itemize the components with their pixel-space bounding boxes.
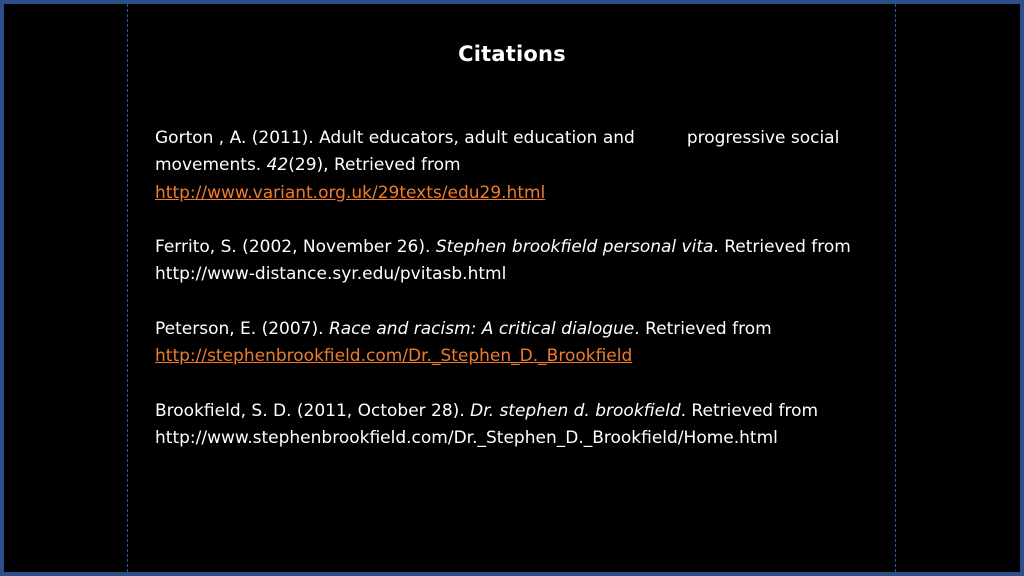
citation-brookfield: [155, 398, 855, 453]
citation-volume: 42: [266, 155, 289, 176]
citation-text: Ferrito, S. (2002, November 26).: [155, 237, 436, 258]
slide-title: Citations: [458, 42, 566, 66]
citation-text: (29), Retrieved from: [288, 155, 461, 176]
citation-title: Dr. stephen d. brookfield: [470, 400, 681, 421]
citation-link[interactable]: http://stephenbrookfield.com/Dr._Stephen_D._Brookfield: [155, 346, 633, 367]
left-guide-line: [127, 4, 128, 572]
citation-link[interactable]: http://www.variant.org.uk/29texts/edu29.html: [155, 182, 546, 203]
citation-text: . Retrieved from http://www-distance.syr.edu/pvitasb.html: [155, 237, 851, 285]
citation-peterson: [155, 316, 855, 371]
citation-text: Peterson, E. (2007).: [155, 319, 329, 340]
citation-text: Gorton , A. (2011). Adult educators, adult education and: [155, 128, 635, 148]
citation-text: progressive social movements.: [155, 128, 840, 176]
slide: [4, 4, 1020, 572]
citation-text: . Retrieved from: [634, 319, 772, 340]
citation-ferrito: [155, 234, 855, 289]
right-guide-line: [895, 4, 896, 572]
citation-text: . Retrieved from http://www.stephenbrookfield.com/Dr._Stephen_D._Brookfield/Home.html: [155, 400, 819, 449]
citation-text: Brookfield, S. D. (2011, October 28).: [155, 400, 471, 421]
citation-title: Race and racism: A critical dialogue: [328, 319, 635, 340]
citations-list: [155, 125, 855, 453]
citation-title: Stephen brookfield personal vita: [435, 237, 714, 258]
citation-gorton: [155, 125, 855, 207]
